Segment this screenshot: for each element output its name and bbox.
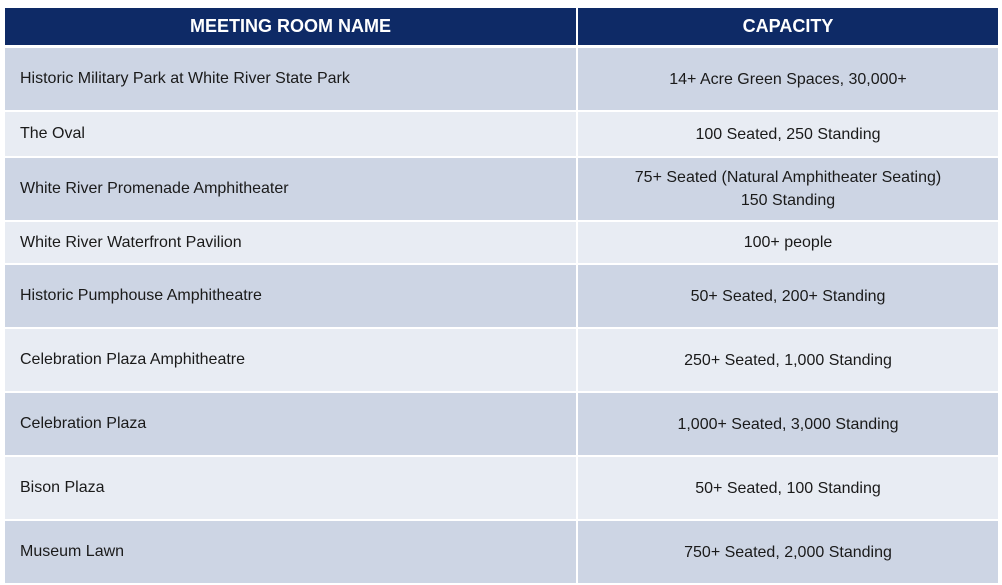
- capacity-text: 100 Seated, 250 Standing: [695, 125, 881, 143]
- capacity-cell: [577, 328, 998, 392]
- capacity-text: 50+ Seated, 200+ Standing: [690, 287, 886, 305]
- capacity-cell: [577, 456, 998, 520]
- room-name-cell: Historic Pumphouse Amphitheatre: [5, 264, 577, 328]
- capacity-text: 50+ Seated, 100 Standing: [695, 479, 881, 497]
- table-row: [5, 47, 998, 112]
- room-name-cell: Celebration Plaza: [5, 392, 577, 456]
- table-row: [5, 520, 998, 584]
- room-name-cell: Bison Plaza: [5, 456, 577, 520]
- capacity-text: 150 Standing: [740, 192, 836, 209]
- table-header-row: [5, 8, 998, 47]
- table-row: [5, 111, 998, 157]
- table-row: [5, 221, 998, 264]
- table-row: [5, 264, 998, 328]
- capacity-text: 100+ people: [743, 234, 833, 251]
- capacity-text: 750+ Seated, 2,000 Standing: [684, 543, 892, 561]
- capacity-text: 1,000+ Seated, 3,000 Standing: [677, 415, 899, 433]
- meeting-rooms-table-container: [5, 8, 998, 585]
- table-row: [5, 392, 998, 456]
- capacity-cell: [577, 221, 998, 264]
- meeting-rooms-table: [5, 8, 998, 585]
- capacity-cell: [577, 520, 998, 584]
- room-name-cell: White River Promenade Amphitheater: [5, 157, 577, 221]
- header-meeting-room-name: MEETING ROOM NAME: [5, 8, 577, 47]
- capacity-text: 75+ Seated (Natural Amphitheater Seating): [634, 169, 942, 186]
- capacity-cell: [577, 47, 998, 112]
- room-name-cell: Historic Military Park at White River State Park: [5, 47, 577, 112]
- capacity-cell: [577, 264, 998, 328]
- capacity-cell: [577, 157, 998, 221]
- header-capacity: CAPACITY: [577, 8, 998, 47]
- room-name-cell: White River Waterfront Pavilion: [5, 221, 577, 264]
- room-name-cell: The Oval: [5, 111, 577, 157]
- room-name-cell: Museum Lawn: [5, 520, 577, 584]
- capacity-cell: [577, 111, 998, 157]
- table-row: [5, 328, 998, 392]
- table-row: [5, 456, 998, 520]
- capacity-text: 250+ Seated, 1,000 Standing: [684, 351, 892, 369]
- room-name-cell: Celebration Plaza Amphitheatre: [5, 328, 577, 392]
- capacity-cell: [577, 392, 998, 456]
- table-row: [5, 157, 998, 221]
- capacity-text: 14+ Acre Green Spaces, 30,000+: [669, 70, 907, 88]
